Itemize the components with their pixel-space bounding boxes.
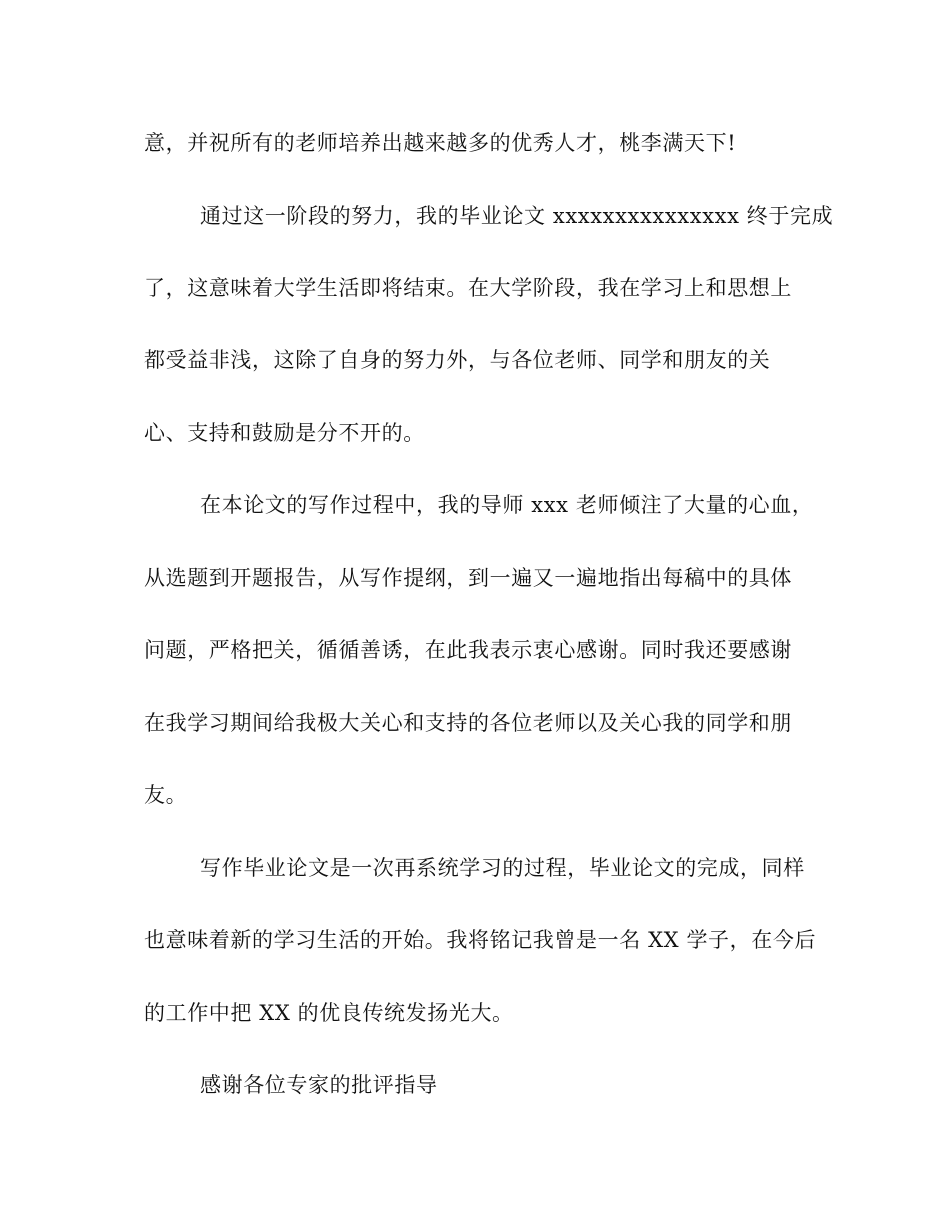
text-line: 在我学习期间给我极大关心和支持的各位老师以及关心我的同学和朋 (144, 711, 792, 735)
text-line: 也意味着新的学习生活的开始。我将铭记我曾是一名 XX 学子，在今后 (144, 928, 817, 952)
text-line: 的工作中把 XX 的优良传统发扬光大。 (144, 1001, 514, 1025)
text-line: 在本论文的写作过程中，我的导师 xxx 老师倾注了大量的心血， (200, 493, 814, 517)
text-line: 写作毕业论文是一次再系统学习的过程，毕业论文的完成，同样 (200, 856, 805, 880)
text-line: 都受益非浅，这除了自身的努力外，与各位老师、同学和朋友的关 (144, 348, 771, 372)
text-line: 友。 (144, 783, 188, 807)
text-line: 感谢各位专家的批评指导 (200, 1073, 438, 1097)
text-line: 意，并祝所有的老师培养出越来越多的优秀人才，桃李满天下! (144, 131, 737, 155)
text-line: 从选题到开题报告，从写作提纲，到一遍又一遍地指出每稿中的具体 (144, 566, 792, 590)
text-line: 了，这意味着大学生活即将结束。在大学阶段，我在学习上和思想上 (144, 276, 792, 300)
text-line: 问题，严格把关，循循善诱，在此我表示衷心感谢。同时我还要感谢 (144, 638, 792, 662)
text-line: 心、支持和鼓励是分不开的。 (144, 421, 425, 445)
text-line: 通过这一阶段的努力，我的毕业论文 xxxxxxxxxxxxxxx 终于完成 (200, 204, 834, 228)
